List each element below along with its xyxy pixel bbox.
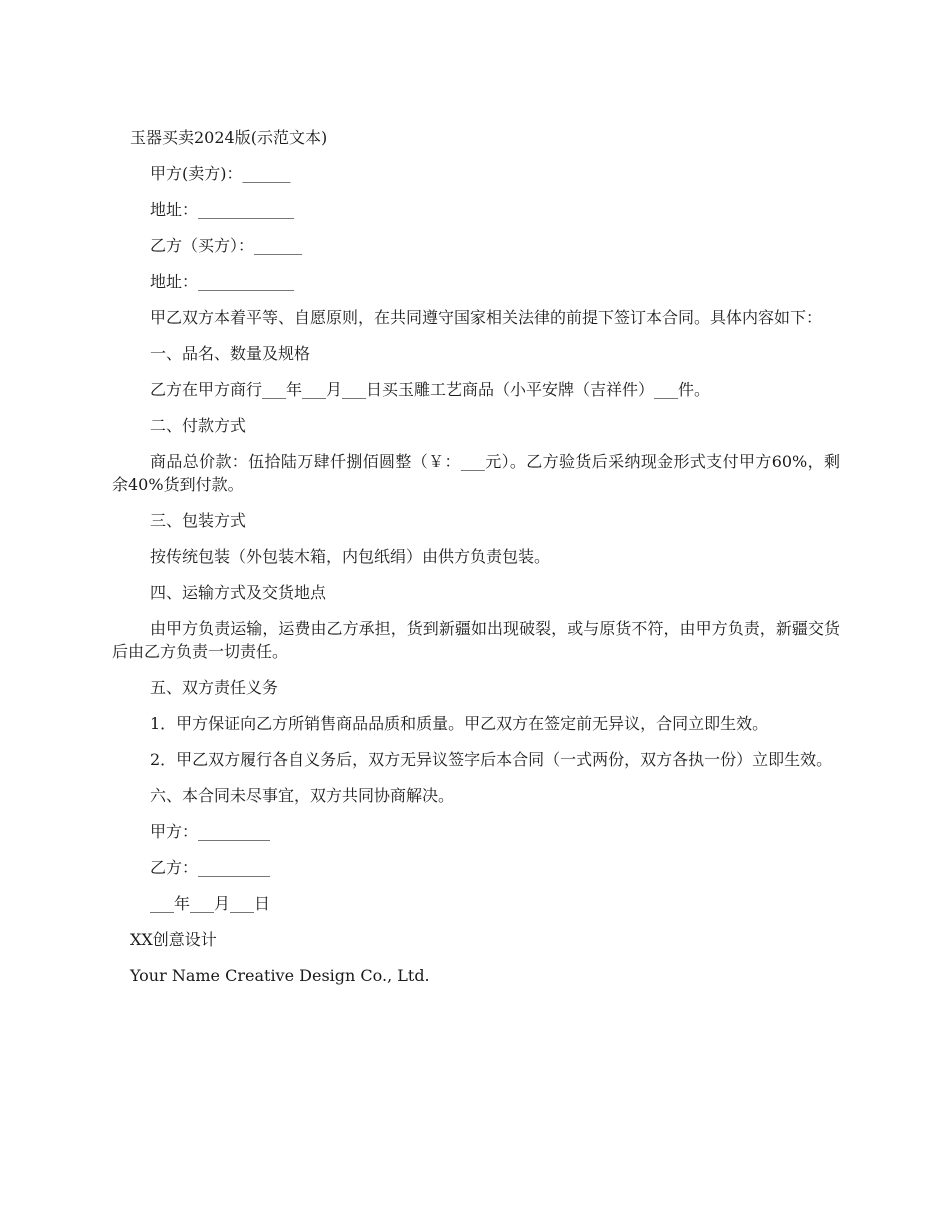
section-3-heading: 三、包装方式 [150, 511, 247, 530]
section-5-item-1: 1．甲方保证向乙方所销售商品品质和质量。甲乙双方在签定前无异议，合同立即生效。 [150, 714, 769, 733]
section-5-heading: 五、双方责任义务 [150, 678, 279, 697]
company-name-cn: XX创意设计 [130, 930, 217, 949]
section-4-body: 由甲方负责运输，运费由乙方承担，货到新疆如出现破裂，或与原货不符，由甲方负责，新疆交货后由乙方负责一切责任。 [112, 619, 840, 661]
party-a-address: 地址：____________ [150, 200, 295, 219]
section-3-body: 按传统包装（外包装木箱，内包纸绢）由供方负责包装。 [150, 547, 551, 566]
signature-date: ___年___月___日 [150, 894, 271, 913]
contract-body [112, 126, 840, 1000]
section-5-item-2: 2．甲乙双方履行各自义务后，双方无异议签字后本合同（一式两份，双方各执一份）立即生效。 [150, 750, 833, 769]
party-b-line: 乙方（买方）：______ [150, 236, 303, 255]
section-4-heading: 四、运输方式及交货地点 [150, 583, 327, 602]
party-a-line: 甲方(卖方)：______ [150, 164, 291, 183]
document-title: 玉器买卖2024版(示范文本) [130, 128, 328, 147]
section-1-body: 乙方在甲方商行___年___月___日买玉雕工艺商品（小平安牌（吉祥件）___件。 [150, 380, 711, 399]
preamble-paragraph: 甲乙双方本着平等、自愿原则，在共同遵守国家相关法律的前提下签订本合同。具体内容如下： [150, 308, 823, 327]
signature-party-b: 乙方：_________ [150, 858, 271, 877]
party-b-address: 地址：____________ [150, 272, 295, 291]
signature-party-a: 甲方：_________ [150, 822, 271, 841]
section-2-heading: 二、付款方式 [150, 416, 247, 435]
section-6: 六、本合同未尽事宜，双方共同协商解决。 [150, 786, 455, 805]
section-2-body: 商品总价款：伍拾陆万肆仟捌佰圆整（￥：___元）。乙方验货后采纳现金形式支付甲方60%，剩余40%货到付款。 [112, 452, 840, 494]
section-1-heading: 一、品名、数量及规格 [150, 344, 311, 363]
company-name-en: Your Name Creative Design Co., Ltd. [130, 966, 430, 985]
